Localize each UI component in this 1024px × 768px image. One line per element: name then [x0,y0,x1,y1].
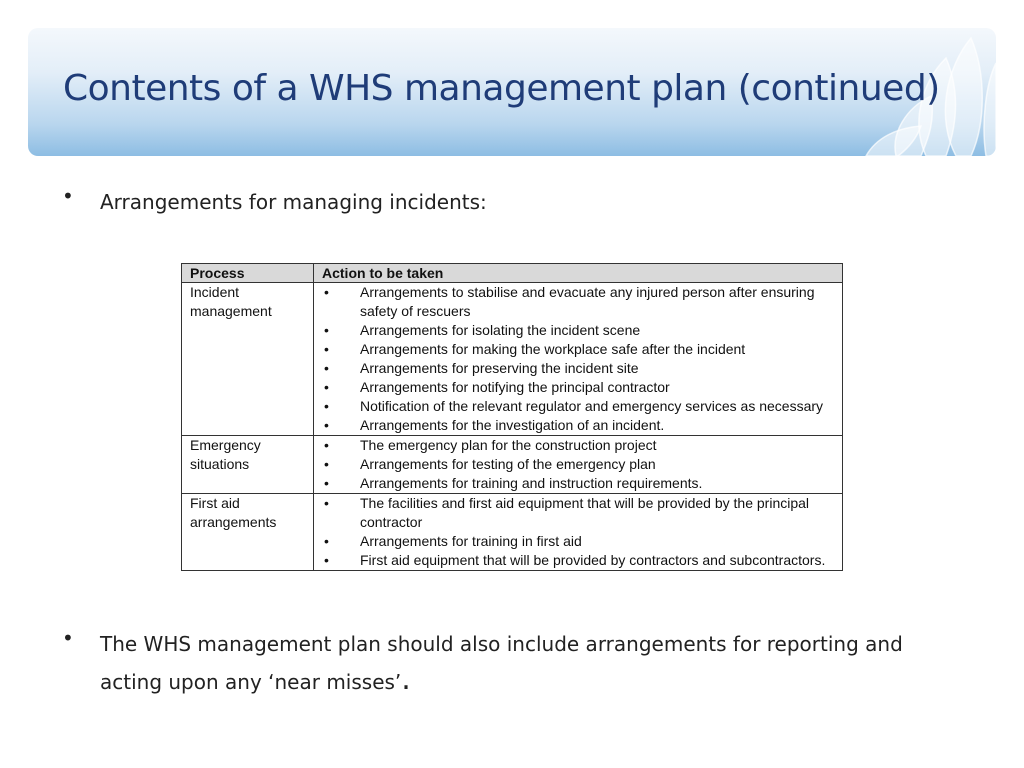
list-item: • Arrangements for notifying the principal contractor [320,378,834,397]
list-item: • The facilities and first aid equipment that will be provided by the principal contractor [320,494,834,532]
process-cell: Emergency situations [182,436,314,494]
header-action: Action to be taken [314,264,843,283]
list-item: • Notification of the relevant regulator and emergency services as necessary [320,397,834,416]
list-item: • First aid equipment that will be provided by contractors and subcontractors. [320,551,834,570]
table-header-row [182,264,843,283]
actions-cell [314,494,843,571]
bullet-text-body: The WHS management plan should also include arrangements for reporting and acting upon any ‘near misses’ [100,632,903,694]
list-item: • Arrangements for testing of the emergency plan [320,455,834,474]
actions-list [320,436,834,493]
list-item: • Arrangements to stabilise and evacuate any injured person after ensuring safety of rescuers [320,283,834,321]
slide-title: Contents of a WHS management plan (continued) [63,68,940,109]
bullet-near-misses [62,626,962,700]
process-cell: Incident management [182,283,314,436]
list-item: • Arrangements for preserving the incident site [320,359,834,378]
list-item: • Arrangements for training in first aid [320,532,834,551]
table-row [182,436,843,494]
bullet-marker: • [62,184,74,208]
list-item: • The emergency plan for the construction project [320,436,834,455]
table-row [182,494,843,571]
list-item: • Arrangements for training and instruction requirements. [320,474,834,493]
incident-arrangements-table [181,263,843,571]
bullet-text: Arrangements for managing incidents: [100,190,487,214]
header-process: Process [182,264,314,283]
table-row [182,283,843,436]
list-item: • Arrangements for the investigation of an incident. [320,416,834,435]
bullet-incidents [62,184,487,220]
actions-cell [314,283,843,436]
bullet-marker: • [62,626,74,650]
list-item: • Arrangements for making the workplace safe after the incident [320,340,834,359]
actions-list [320,283,834,435]
bullet-text [100,626,962,700]
bullet-period: . [401,662,411,697]
actions-list [320,494,834,570]
actions-cell [314,436,843,494]
list-item: • Arrangements for isolating the incident scene [320,321,834,340]
process-cell: First aid arrangements [182,494,314,571]
